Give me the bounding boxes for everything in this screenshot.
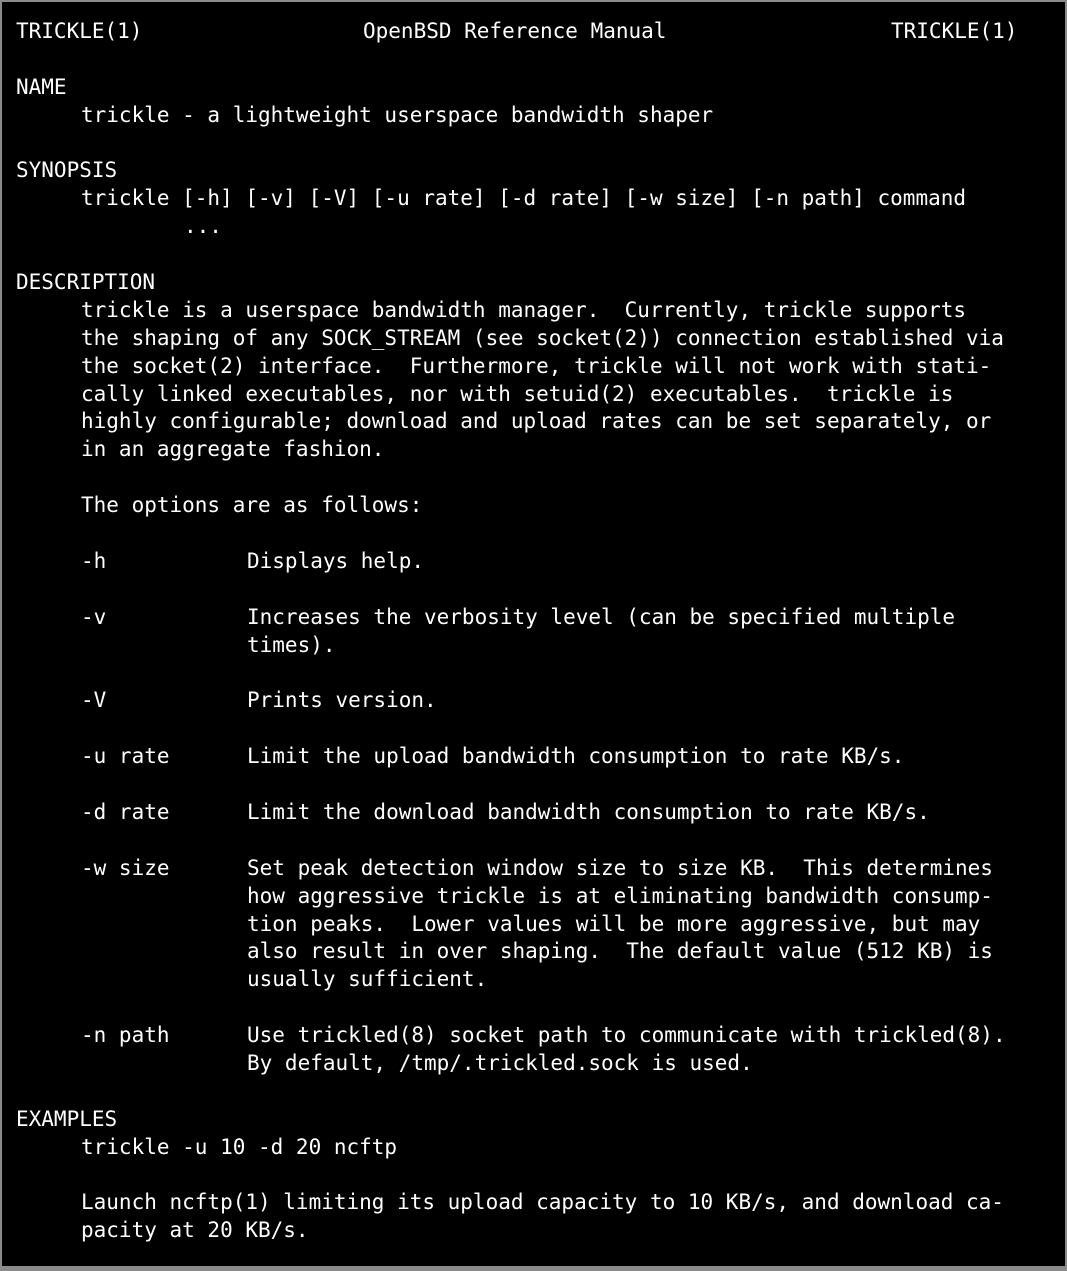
option-row-continuation bbox=[16, 883, 1065, 911]
description-line: in an aggregate fashion. bbox=[81, 437, 385, 462]
example-explanation-line: pacity at 20 KB/s. bbox=[81, 1218, 309, 1243]
option-flag: -V bbox=[81, 688, 107, 713]
option-desc: Limit the upload bandwidth consumption to rate KB/s. bbox=[247, 744, 905, 769]
header-right-title: TRICKLE(1) bbox=[891, 19, 1018, 43]
option-row-continuation bbox=[16, 938, 1065, 966]
option-row-continuation bbox=[16, 1050, 1065, 1078]
option-row-continuation bbox=[16, 911, 1065, 939]
section-heading-description: DESCRIPTION bbox=[16, 270, 156, 295]
option-row bbox=[16, 799, 1065, 827]
options-intro: The options are as follows: bbox=[81, 493, 423, 518]
option-desc: tion peaks. Lower values will be more aggressive, but may bbox=[247, 911, 981, 936]
option-row bbox=[16, 687, 1065, 715]
blank-line bbox=[16, 520, 1065, 548]
header-center-title: OpenBSD Reference Manual bbox=[363, 19, 667, 43]
blank-line bbox=[16, 241, 1065, 269]
example-command: trickle -u 10 -d 20 ncftp bbox=[81, 1134, 398, 1159]
blank-line bbox=[16, 994, 1065, 1022]
option-row-continuation bbox=[16, 632, 1065, 660]
blank-line bbox=[16, 771, 1065, 799]
blank-line bbox=[16, 1162, 1065, 1190]
option-desc: times). bbox=[247, 632, 336, 657]
blank-line bbox=[16, 464, 1065, 492]
header-left-title: TRICKLE(1) bbox=[16, 19, 143, 43]
man-page-header bbox=[16, 18, 1065, 46]
blank-line bbox=[16, 715, 1065, 743]
option-desc: Use trickled(8) socket path to communicate with trickled(8). bbox=[247, 1023, 1006, 1048]
description-line: cally linked executables, nor with setuid(2) executables. trickle is bbox=[81, 381, 954, 406]
synopsis-line-2: ... bbox=[184, 214, 222, 239]
option-row bbox=[16, 604, 1065, 632]
blank-line bbox=[16, 827, 1065, 855]
option-desc: Prints version. bbox=[247, 688, 437, 713]
blank-line bbox=[16, 46, 1065, 74]
option-row bbox=[16, 548, 1065, 576]
option-flag: -w size bbox=[81, 855, 170, 880]
name-text: trickle - a lightweight userspace bandwidth shaper bbox=[81, 102, 714, 127]
option-flag: -u rate bbox=[81, 744, 170, 769]
section-heading-synopsis: SYNOPSIS bbox=[16, 158, 118, 183]
description-line: the socket(2) interface. Furthermore, trickle will not work with stati- bbox=[81, 353, 992, 378]
option-row bbox=[16, 855, 1065, 883]
option-desc: how aggressive trickle is at eliminating bandwidth consump- bbox=[247, 883, 993, 908]
option-row-continuation bbox=[16, 966, 1065, 994]
blank-line bbox=[16, 130, 1065, 158]
description-line: the shaping of any SOCK_STREAM (see socket(2)) connection established via bbox=[81, 325, 1004, 350]
description-line: highly configurable; download and upload rates can be set separately, or bbox=[81, 409, 992, 434]
option-flag: -v bbox=[81, 604, 107, 629]
blank-line bbox=[16, 1078, 1065, 1106]
blank-line bbox=[16, 659, 1065, 687]
option-desc: usually sufficient. bbox=[247, 967, 488, 992]
option-row bbox=[16, 743, 1065, 771]
option-desc: Displays help. bbox=[247, 548, 425, 573]
option-desc: By default, /tmp/.trickled.sock is used. bbox=[247, 1050, 753, 1075]
option-desc: Limit the download bandwidth consumption to rate KB/s. bbox=[247, 799, 930, 824]
example-explanation-line: Launch ncftp(1) limiting its upload capacity to 10 KB/s, and download ca- bbox=[81, 1190, 1004, 1215]
option-row bbox=[16, 1022, 1065, 1050]
synopsis-line-1: trickle [-h] [-v] [-V] [-u rate] [-d rate] [-w size] [-n path] command bbox=[81, 186, 967, 211]
option-desc: Increases the verbosity level (can be specified multiple bbox=[247, 604, 956, 629]
section-heading-name: NAME bbox=[16, 74, 67, 99]
blank-line bbox=[16, 576, 1065, 604]
option-desc: Set peak detection window size to size KB. This determines bbox=[247, 855, 993, 880]
option-flag: -h bbox=[81, 548, 107, 573]
option-desc: also result in over shaping. The default value (512 KB) is bbox=[247, 939, 993, 964]
option-flag: -n path bbox=[81, 1023, 170, 1048]
option-flag: -d rate bbox=[81, 799, 170, 824]
description-line: trickle is a userspace bandwidth manager. Currently, trickle supports bbox=[81, 297, 967, 322]
section-heading-examples: EXAMPLES bbox=[16, 1106, 118, 1131]
